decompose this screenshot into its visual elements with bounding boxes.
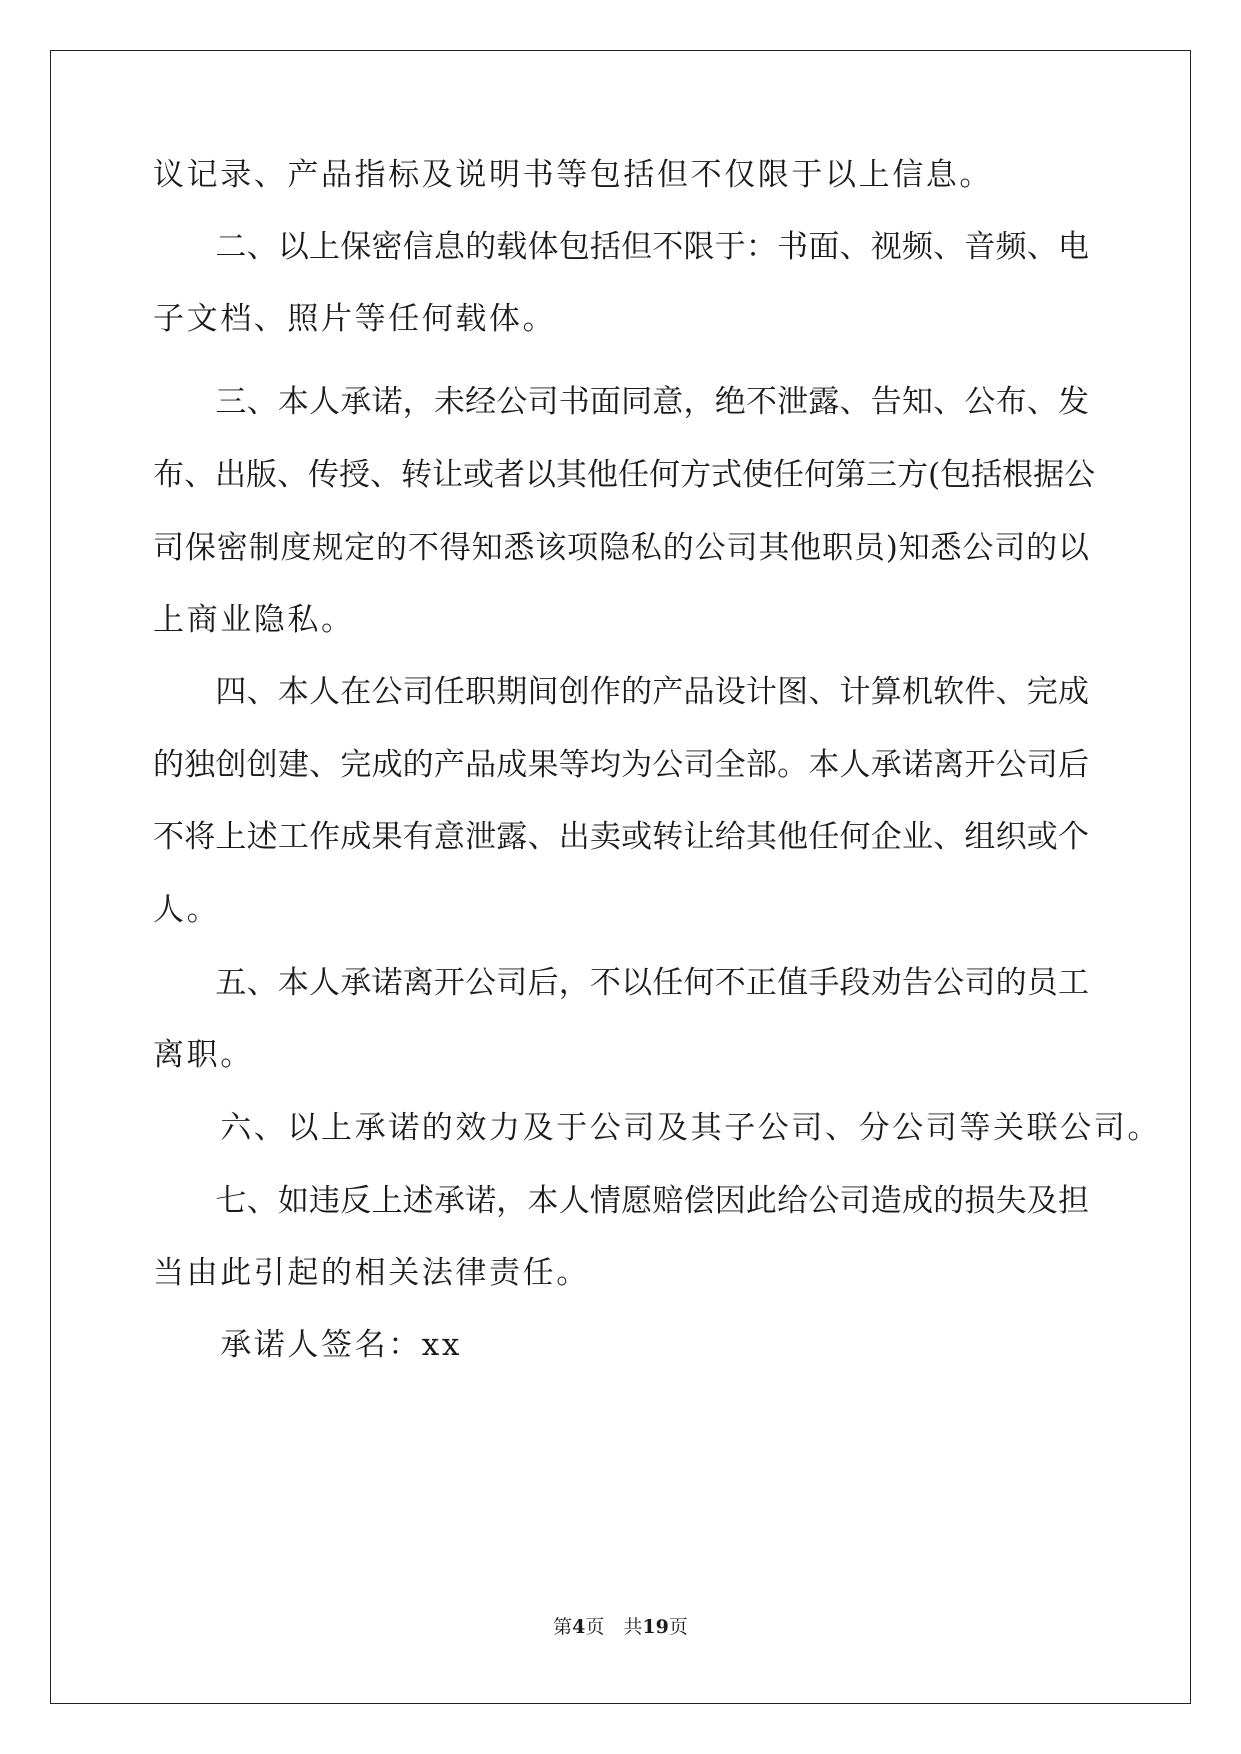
text-line: 七、如违反上述承诺，本人情愿赔偿因此给公司造成的损失及担: [153, 1183, 1089, 1219]
footer-mid: 页 共: [585, 1616, 643, 1638]
text-line: 六、以上承诺的效力及于公司及其子公司、分公司等关联公司。: [153, 1110, 1161, 1146]
text-line: 三、本人承诺，未经公司书面同意，绝不泄露、告知、公布、发: [153, 384, 1089, 420]
signature-line: 承诺人签名：xx: [153, 1327, 462, 1363]
text-line: 的独创创建、完成的产品成果等均为公司全部。本人承诺离开公司后: [153, 747, 1089, 783]
text-line: 子文档、照片等任何载体。: [153, 301, 557, 337]
text-line: 五、本人承诺离开公司后，不以任何不正值手段劝告公司的员工: [153, 965, 1089, 1001]
text-line: 人。: [153, 892, 221, 928]
text-line: 四、本人在公司任职期间创作的产品设计图、计算机软件、完成: [153, 674, 1089, 710]
text-line: 二、以上保密信息的载体包括但不限于：书面、视频、音频、电: [153, 229, 1089, 265]
footer-suffix: 页: [668, 1616, 688, 1638]
footer-prefix: 第: [553, 1616, 573, 1638]
text-line: 议记录、产品指标及说明书等包括但不仅限于以上信息。: [153, 157, 993, 193]
text-line: 司保密制度规定的不得知悉该项隐私的公司其他职员)知悉公司的以: [153, 530, 1089, 566]
text-line: 上商业隐私。: [153, 602, 355, 638]
text-line: 不将上述工作成果有意泄露、出卖或转让给其他任何企业、组织或个: [153, 819, 1089, 855]
text-line: 离职。: [153, 1037, 254, 1073]
text-line: 布、出版、传授、转让或者以其他任何方式使任何第三方(包括根据公: [153, 457, 1096, 493]
text-line: 当由此引起的相关法律责任。: [153, 1255, 590, 1291]
page-footer: [0, 1615, 1241, 1639]
page-number: 4: [572, 1616, 586, 1638]
total-pages: 19: [642, 1616, 669, 1638]
